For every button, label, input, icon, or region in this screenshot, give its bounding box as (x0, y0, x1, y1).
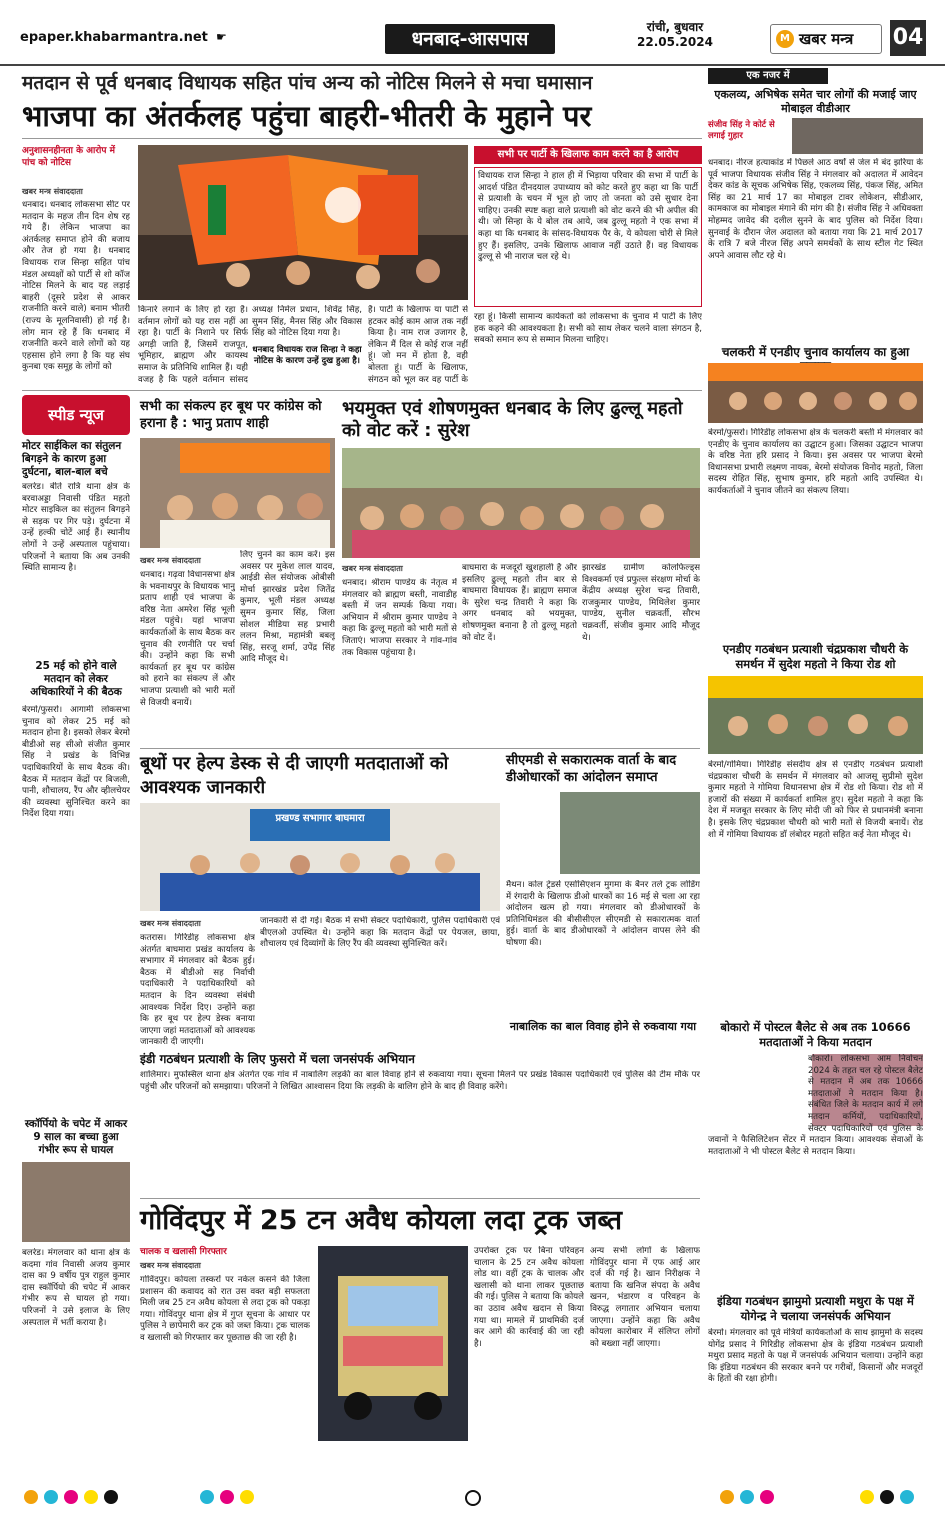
speed-news-banner (22, 395, 130, 435)
crosshair-icon (465, 1490, 481, 1506)
reg-dot (200, 1490, 214, 1504)
coal-text: गोविंदपुर। कोयला तस्करों पर नकेल कसने की जिला प्रशासन की कवायद को रात उस वक्त बड़ी सफलता मिली जब 25 टन अवैध कोयला से लदा ट्रक को पकड़ा गया। गोविंदपुर थाना क्षेत्र में गुप्त सूचना के आधार पर पुलिस ने छापेमारी कर ट्रक को जब्त किया। ट्रक चालक व खलासी को गिरफ्तार कर पूछताछ की जा रही है। (140, 1275, 310, 1343)
dullu-text3: झारखंड ग्रामीण कोलफिल्ड्स विश्वकर्मा एवं प्रफुल्ल संरक्षण मोर्चा के केंद्रीय अध्यक्ष सुरेश चन्द्र तिवारी, राजकुमार पाण्डेय, मिथिलेश कुमार पाण्डेय, सुनील चक्रवर्ती, सौरभ चक्रवर्ती, संजीव कुमार आदि मौजूद थे। (582, 563, 700, 643)
booth-byline: खबर मन्त्र संवाददाता (140, 919, 201, 928)
nazar-text: धनबाद। नीरज हत्याकांड में पिछले आठ वर्षों से जेल में बंद झरिया के पूर्व भाजपा विधायक संजीव सिंह ने मंगलवार को अदालत में आवेदन देकर कांड के सूचक अभिषेक सिंह, एकलव्य सिंह, पंकज सिंह, अमित सिंह का 21 मार्च 17 का मोबाइल टावर लोकेशन, सीडीआर, कामकाज का मोबाइल मंगाने की मांग की है। संजीव सिंह ने अधिवक्ता मोहम्मद जावेद की दलील सुनने के बाद पुलिस को निर्देश दिया। सुनवाई के दौरान जेल अदालत को बताया गया कि 21 मार्च 2017 के रात्रि 7 बजे नीरज सिंह अपने समर्थकों के साथ स्टील गेट स्थित अपने आवास लौट रहे थे। (708, 158, 923, 261)
reg-dot (880, 1490, 894, 1504)
speed-news-label: स्पीड न्यूज (48, 406, 104, 424)
reg-dot (84, 1490, 98, 1504)
section-title: धनबाद-आसपास (385, 24, 555, 54)
dullu-headline: भयमुक्त एवं शोषणमुक्त धनबाद के लिए ढुल्लू महतो को वोट करें : सुरेश (342, 398, 683, 441)
divider (140, 1198, 700, 1199)
coal-photo-caption (318, 1446, 468, 1478)
booth-text2: जानकारी से दी गई। बैठक में सभी सेक्टर पदाधिकारी, पुलिस पदाधिकारी एवं बीएलओ उपस्थित थे। उन्होंने कहा कि मतदान केंद्रों पर पेयजल, छाया, शौचालय एवं दिव्यांगों के लिए रैंप की व्यवस्था सुनिश्चित करें। (260, 916, 500, 950)
dullu-text: धनबाद। श्रीराम पाण्डेय के नेतृत्व में मंगलवार को ब्राह्मण बस्ती, नावाडीह बस्ती में जन सम्पर्क किया गया। अभियान में श्रीराम कुमार पाण्डेय ने कहा कि ढुल्लू महतो को भारी मतों से जिताएं। भाजपा सरकार ने गांव-गांव तक विकास पहुंचाया है। (342, 578, 457, 658)
booth-banner: प्रखण्ड सभागार बाघमारा (275, 813, 365, 824)
nabalik-headline: नाबालिक का बाल विवाह होने से रुकवाया गया (509, 1020, 697, 1033)
lead-kicker: मतदान से पूर्व धनबाद विधायक सहित पांच अन्य को नोटिस मिलने से मचा घमासान (22, 72, 593, 94)
reg-dot (104, 1490, 118, 1504)
lead-col-1: धनबाद। धनबाद लोकसभा सीट पर मतदान के महज तीन दिन शेष रह गये हैं। लेकिन भाजपा का अंतर्कलह समाप्त होने की बजाय और तेज हो गया है। धनबाद विधायक राज सिन्हा सहित पांच मंडल अध्यक्षों को पार्टी से शो कॉज नोटिस मिलने के बाद यह लड़ाई बाहरी (दूसरे प्रदेश से आकर राजनीति करने वाले) बनाम भीतरी (राज्य के मूलनिवासी) हो गई है। लोग मान रहे हैं कि धनबाद में राजनीति करने वाले लोगों को यह एहसास होने लगा है कि यह संघ कुनबा एक समूह के लोगों को (22, 200, 130, 373)
nda-photo (708, 676, 923, 754)
dullu-text2: बाघमारा के मजदूरों खुशहाली है और इसलिए ढुल्लू महतो तीन बार से बाघमारा विधायक हैं। ब्राह्मण समाज के सुरेश चन्द्र तिवारी ने कहा कि अगर धनबाद को भयमुक्त, शोषणमुक्त बनाना है तो ढुल्लू महतो को वोट दें। (462, 563, 577, 643)
nazar-photo (792, 118, 923, 154)
page-header (0, 0, 945, 66)
india-text: बेरमो। मंगलवार को पूर्व मंत्रियों कार्यकर्ताओं के साथ झामुमो के सदस्य योगेंद्र प्रसाद ने गिरिडीह लोकसभा क्षेत्र के इंडिया गठबंधन प्रत्याशी मथुरा प्रसाद महतो के पक्ष में जनसंपर्क अभियान चलाया। उन्होंने कहा कि इंडिया गठबंधन की सरकार बनने पर गरीबों, किसानों और मजदूरों के हितों की रक्षा होगी। (708, 1328, 923, 1385)
coal-truck-photo (318, 1246, 468, 1441)
lead-box-title: सभी पर पार्टी के खिलाफ काम करने का है आरोप (474, 146, 702, 164)
reg-dot (64, 1490, 78, 1504)
chunav-text: बेरमो/फुसरो। गिरिडीह लोकसभा क्षेत्र के चलकरी बस्ती में मंगलवार को एनडीए के चुनाव कार्यालय का उद्घाटन हुआ। जिसका उद्घाटन भाजपा के वरिष्ठ नेता हरि प्रसाद ने किया। इस अवसर पर भाजपा बेरमो विधानसभा प्रभारी लक्ष्मण नायक, बेरमो संयोजक विनोद महतो, जिला सदस्य रोहित सिंह, सुभाष कुमार, हरि महतो आदि उपस्थित थे। कार्यकर्ताओं ने चुनाव जीतने का संकल्प लिया। (708, 428, 923, 496)
reg-dot (860, 1490, 874, 1504)
dullu-photo (342, 448, 700, 558)
coal-headline: गोविंदपुर में 25 टन अवैध कोयला लदा ट्रक जब्त (140, 1205, 622, 1236)
lead-col-3: अध्यक्ष निर्मल प्रधान, शिवेंद्र सिंह, सुमन सिंह, मैनस सिंह और विकास सिंह को नोटिस दिया गया है। (252, 305, 362, 339)
issue-date: 22.05.2024 (637, 35, 713, 49)
booth-headline: बूथों पर हेल्प डेस्क से दी जाएगी मतदाताओं को आवश्यक जानकारी (140, 753, 449, 798)
cpi-text: मैथन। कोल ट्रेडर्स एसोसिएशन मुगमा के बैनर तले ट्रक लोडिंग में रंगदारी के खिलाफ डीओ धारकों का 16 मई से चला आ रहा आंदोलन खत्म हो गया। मंगलवार को डीओधारकों के प्रतिनिधिमंडल की बीसीसीएल सीएमडी से सकारात्मक वार्ता हुई। वार्ता के बाद डीओधारकों ने आंदोलन वापस लेने की घोषणा की। (506, 880, 700, 948)
lead-col-4: है। पार्टी के खिलाफ या पार्टी से हटकर कोई काम आज तक नहीं किया है। नाम राज उजागर है, लेकिन मैं दिल से कोई राज नहीं हूं। जो मन में होता है, वही बोलता हूं। पार्टी के खिलाफ, संगठन को भूल कर वह पार्टी के (368, 305, 468, 385)
lead-side-note: अनुशासनहीनता के आरोप में पांच को नोटिस (22, 146, 115, 168)
lead-col-3-sub: धनबाद विधायक राज सिन्हा ने कहा नोटिस के कारण उन्हें दुख हुआ है। (252, 345, 362, 366)
nda-text: बेरमो/गोमिया। गिरिडीह संसदीय क्षेत्र से एनडीए गठबंधन प्रत्याशी चंद्रप्रकाश चौधरी के समर्थन में मंगलवार को आजसू सुप्रीमो सुदेश कुमार महतो ने गोमिया विधानसभा क्षेत्र में रोड शो किया। रोड शो में हजारों की संख्या में कार्यकर्ता शामिल हुए। सुदेश महतो ने कहा कि देश में मजबूत सरकार के लिए मोदी जी को फिर से प्रधानमंत्री बनाना है। इसके लिए चंद्रप्रकाश चौधरी को भारी मतों से विजयी बनायें। रोड शो में गोमिया विधायक डॉ लंबोदर महतो सहित कई नेता मौजूद थे। (708, 760, 923, 840)
nazar-label: एक नजर में (708, 68, 828, 84)
divider (22, 390, 702, 391)
reg-dot (44, 1490, 58, 1504)
speed-h3: स्कॉर्पियो के चपेट में आकर 9 साल का बच्चा हुआ गंभीर रूप से घायल (24, 1118, 128, 1156)
speed-photo (22, 1162, 130, 1242)
nabalik-text-spacer (506, 1037, 700, 1049)
lead-col-5: रहा हूं। किसी सामान्य कार्यकर्ता को लोकसभा के चुनाव में पार्टी के लिए हक कहने की आवश्यकता है। सभी को साथ लेकर चलने वाला संगठन है, सबको समान रूप से सम्मान मिलना चाहिए। (474, 312, 702, 346)
nabalik-text: शालिमार। मुफस्सिल थाना क्षेत्र अंतर्गत एक गांव में नाबालिग लड़की का बाल विवाह होने से रुकवाया गया। सूचना मिलने पर प्रखंड विकास पदाधिकारी एवं पुलिस की टीम मौके पर पहुंची और परिजनों को समझाया। परिजनों ने लिखित आश्वासन दिया कि लड़की के बालिग होने के बाद ही विवाह करेंगे। (140, 1070, 700, 1092)
reg-dot (240, 1490, 254, 1504)
page-number: 04 (890, 20, 926, 56)
coal-text2: उपरोक्त ट्रक पर बिना परिवहन चालान के 25 टन अवैध कोयला लोड था। वहीं ट्रक के चालक और खलासी को थाना लाकर पूछताछ की गई। पुलिस ने बताया कि कोयले का उठाव अवैध खदान से किया गया था। मामले में प्राथमिकी दर्ज कर आगे की कार्रवाई की जा रही है। (474, 1246, 584, 1349)
speed-h2: 25 मई को होने वाले मतदान को लेकर अधिकारियों ने की बैठक (30, 660, 122, 698)
booth-text: कतरास। गिरिडीह लोकसभा क्षेत्र अंतर्गत बाघमारा प्रखंड कार्यालय के सभागार में मंगलवार को बैठक हुई। बैठक में बीडीओ सह निर्वाची पदाधिकारी ने पदाधिकारियों को मतदान के दिन व्यवस्था संबंधी आवश्यक निर्देश दिए। उन्होंने कहा कि हर बूथ पर हेल्प डेस्क बनाया जाएगा जहां मतदाताओं को आवश्यक जानकारी दी जाएगी। (140, 933, 255, 1048)
site-url[interactable]: epaper.khabarmantra.net (20, 30, 208, 45)
lead-headline: भाजपा का अंतर्कलह पहुंचा बाहरी-भीतरी के मुहाने पर (22, 99, 592, 133)
coal-text3: अन्य सभी लोगों के खिलाफ गोविंदपुर थाना में एफ आई आर दर्ज की गई है। खान निरीक्षक ने बताया कि खनिज संपदा के अवैध खनन, भंडारण व परिवहन के विरुद्ध लगातार अभियान चलाया जाएगा। उन्होंने कहा कि अवैध कोयला कारोबार में संलिप्त लोगों को बख्शा नहीं जाएगा। (590, 1246, 700, 1349)
nazar-sub: संजीव सिंह ने कोर्ट से लगाई गुहार (708, 120, 775, 141)
nda-headline: एनडीए गठबंधन प्रत्याशी चंद्रप्रकाश चौधरी के समर्थन में सुदेश महतो ने किया रोड शो (722, 642, 909, 671)
congress-text2: लिए चुनने का काम करें। इस अवसर पर मुकेश लाल यादव, आईडी सेल संयोजक ओबीसी मोर्चा झारखंड प्रदेश जितेंद्र कुमार, भूली मंडल अध्यक्ष सुमन कुमार सिंह, जिला सोशल मीडिया सह प्रभारी ललन मिश्रा, महामंत्री बबलू सिंह, सरजू शर्मा, उपेंद्र सिंह आदि मौजूद थे। (240, 550, 335, 665)
cursor-icon: ☛ (216, 30, 227, 44)
dullu-byline: खबर मन्त्र संवाददाता (342, 564, 403, 573)
postal-text (708, 1054, 923, 1289)
postal-headline: बोकारो में पोस्टल बैलेट से अब तक 10666 मतदाताओं ने किया मतदान (720, 1020, 911, 1049)
lead-photo (138, 145, 468, 300)
lead-byline: खबर मन्त्र संवाददाता (22, 187, 83, 196)
speed-t3: बलरेड। मंगलवार को थाना क्षेत्र के कदमा गांव निवासी अजय कुमार दास का 9 वर्षीय पुत्र राहुल कुमार दास स्कॉर्पियो की चपेट में आकर गंभीर रूप से घायल हो गया। परिजनों ने उसे इलाज के लिए अस्पताल में भर्ती कराया है। (22, 1248, 130, 1328)
speed-t2: बेरमो/फुसरो। आगामी लोकसभा चुनाव को लेकर 25 मई को मतदान होना है। इसको लेकर बेरमो बीडीओ सह सीओ संजीत कुमार सिंह ने प्रखंड के विभिन्न पदाधिकारियों के साथ बैठक की। बैठक में मतदान केंद्रों पर बिजली, पानी, शौचालय, रैंप और व्हीलचेयर की व्यवस्था सुनिश्चित करने का निर्देश दिया गया। (22, 705, 130, 820)
chunav-photo (708, 363, 923, 423)
speed-t1: बलरेड। बीते रात्रि थाना क्षेत्र के बरवाअड्डा निवासी पंडित महतो मोटर साइकिल का संतुलन बिगड़ने से सड़क पर गिर पड़े। दुर्घटना में उन्हें हल्की चोटें आई हैं। स्थानीय लोगों ने उन्हें अस्पताल पहुंचाया। परिजनों ने बताया कि अब उनकी स्थिति सामान्य है। (22, 482, 130, 574)
congress-byline: खबर मन्त्र संवाददाता (140, 556, 201, 565)
city-day: रांची, बुधवार (646, 20, 704, 34)
booth-photo (140, 803, 500, 911)
reg-dot (24, 1490, 38, 1504)
idi-headline: इंडी गठबंधन प्रत्याशी के लिए फुसरो में चला जनसंपर्क अभियान (140, 1052, 415, 1066)
postal-text-body: बोकारो। लोकसभा आम निर्वाचन 2024 के तहत चल रहे पोस्टल बैलेट से मतदान में अब तक 10666 मतदाताओं ने मतदान किया है। संबंधित जिले के मतदान कार्य में लगे मतदान कर्मियों, पदाधिकारियों, सेक्टर पदाधिकारियों एवं पुलिस के जवानों ने फैसिलिटेशन सेंटर में मतदान किया। आवश्यक सेवाओं के मतदाताओं ने भी पोस्टल बैलेट से मतदान किया। (708, 1054, 923, 1157)
cpi-text-1 (506, 792, 556, 877)
logo-text: खबर मन्त्र (799, 30, 854, 48)
cpi-headline: सीएमडी से सकारात्मक वार्ता के बाद डीओधारकों का आंदोलन समाप्त (506, 753, 677, 785)
congress-text: धनबाद। गढ़वा विधानसभा क्षेत्र के भवनाथपुर के विधायक भानु प्रताप शाही एवं भाजपा के वरिष्ठ नेता अमरेश सिंह भूली मंडल पहुंचे। यहां भाजपा कार्यकर्ताओं के साथ बैठक कर चुनाव की रणनीति पर चर्चा की। उन्होंने कहा कि सभी कार्यकर्ता हर बूथ पर कांग्रेस को हराने का संकल्प लें और भाजपा प्रत्याशी को भारी मतों से विजयी बनायें। (140, 570, 235, 708)
logo-mark-icon: M (776, 30, 794, 48)
speed-h1: मोटर साईकिल का संतुलन बिगड़ने के कारण हुआ दुर्घटना, बाल-बाल बचे (22, 440, 122, 478)
date-block (635, 20, 715, 50)
reg-dot (760, 1490, 774, 1504)
brand-logo (770, 24, 882, 54)
lead-col-2: किनारे लगाने के लिए हो रहा है। वर्तमान लोगों को यह रास नहीं आ रहा है। पार्टी के निशाने पर सिर्फ अगड़ी जाति हैं, जिसमें राजपूत, भूमिहार, ब्राह्मण और कायस्थ समाज के प्रतिनिधि शामिल हैं। यही वजह है कि पहले वर्तमान सांसद (138, 305, 248, 385)
cpi-photo (560, 792, 700, 874)
divider (22, 138, 702, 139)
reg-dot (220, 1490, 234, 1504)
india-headline: इंडिया गठबंधन झामुमो प्रत्याशी मथुरा के पक्ष में योगेन्द्र ने चलाया जनसंपर्क अभियान (717, 1294, 914, 1323)
reg-dot (900, 1490, 914, 1504)
coal-byline: खबर मन्त्र संवाददाता (140, 1261, 201, 1270)
divider (140, 748, 700, 749)
nazar-headline: एकलव्य, अभिषेक समेत चार लोगों की मजाई जाए मोबाइल वीडीआर (714, 88, 917, 115)
lead-box-text: विधायक राज सिन्हा ने हाल ही में भिड़ाया परिवार की सभा में पार्टी के आदर्श पंडित दीनदयाल उपाध्याय को कोट करते हुए कहा था कि पार्टी से प्रत्याशी के चयन में भूल हो जाए तो जनता को उसे सुधार देना चाहिए। उनकी स्पष्ट कहा वाले प्रत्याशी को वोट करने की भी अपील की थी। जो सिन्हा के ये बोल तब आये, जब ढुल्लू महतो ने एक सभा में कहा था कि धनबाद के सांसद-विधायक पैर के, ये कोयला चोरी से मिले हुए हैं। इसलिए, उनके खिलाफ आवाज नहीं उठाते हैं। वह विधायक ढुल्लू से भी नाराज चल रहे थे। (474, 167, 702, 307)
reg-dot (720, 1490, 734, 1504)
reg-dot (740, 1490, 754, 1504)
coal-sub: चालक व खलासी गिरफ्तार (140, 1247, 227, 1257)
congress-photo (140, 438, 335, 548)
chunav-headline: चलकरी में एनडीए चुनाव कार्यालय का हुआ (721, 345, 910, 359)
congress-headline: सभी का संकल्प हर बूथ पर कांग्रेस को हराना है : भानु प्रताप शाही (140, 399, 322, 431)
page-footer (0, 1482, 945, 1512)
